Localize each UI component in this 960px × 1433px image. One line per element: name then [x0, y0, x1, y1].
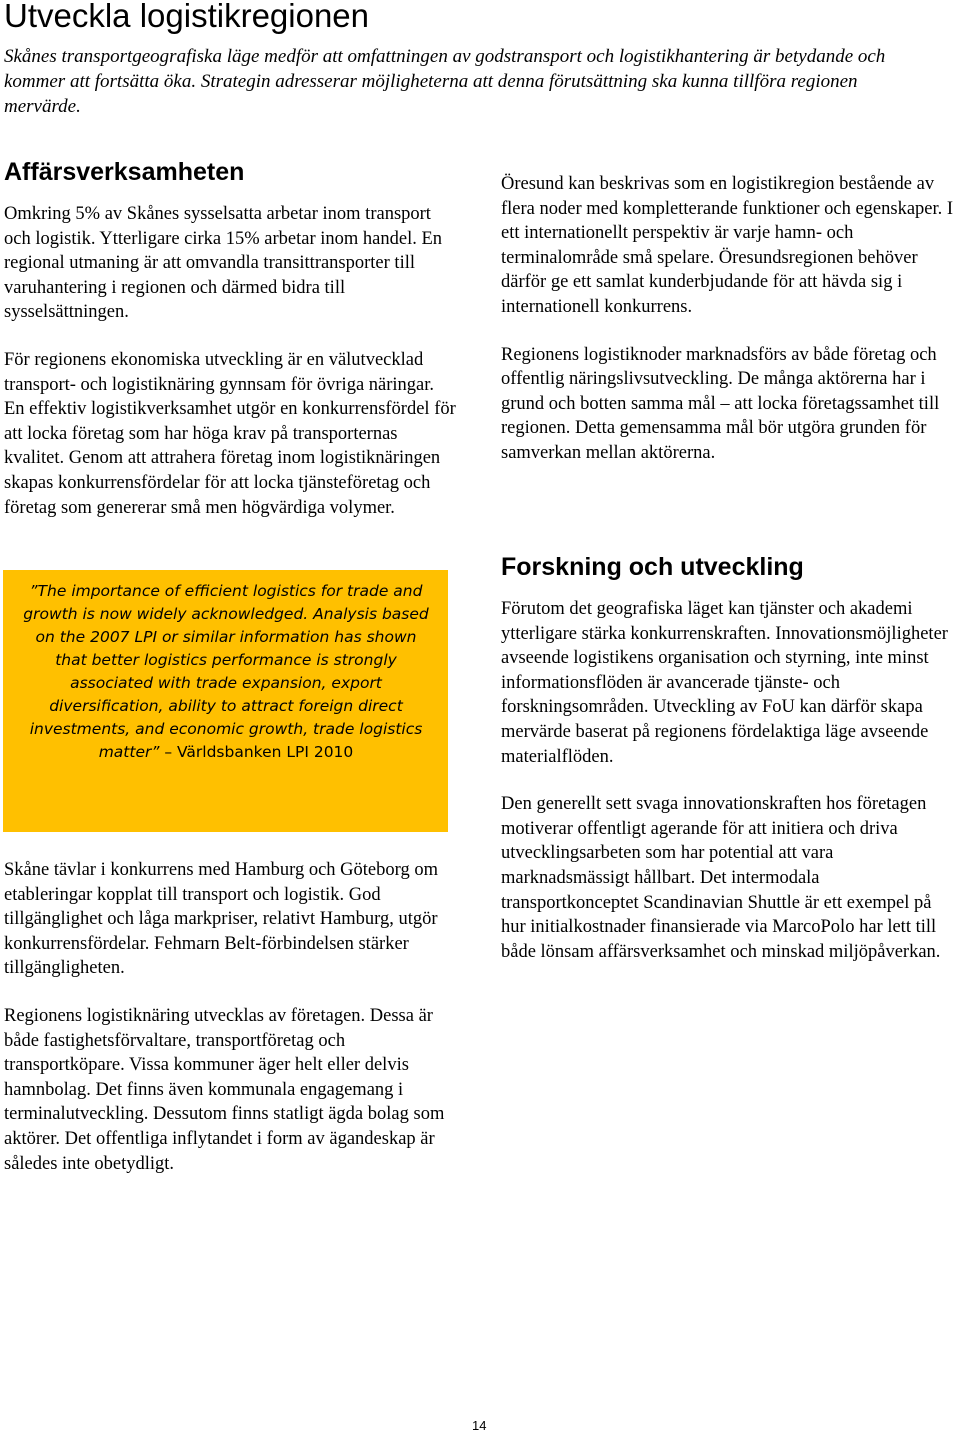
intro-paragraph: Skånes transportgeografiska läge medför att omfattningen av godstransport och logistikhantering är betydande och kommer att fortsätta öka. Strategin adresserar möjligheterna att denna förutsättning ska kunna tillföra regionen mervärde. [4, 46, 886, 117]
left-paragraph-1: Omkring 5% av Skånes sysselsatta arbetar inom transport och logistik. Ytterligare cirka 15% arbetar inom handel. En regional utmaning är att omvandla transittransporter till varuhantering i regionen och därmed bidra till sysselsättningen. [4, 204, 443, 323]
left-paragraph-4: Regionens logistiknäring utvecklas av företagen. Dessa är både fastighetsförvaltare, transportföretag och transportköpare. Vissa kommuner äger helt eller delvis hamnbolag. Det finns även kommunala engagemang i terminalutveckling. Dessutom finns statligt ägda bolag som aktörer. Det offentliga inflytandet i form av ägandeskap är således inte obetydligt. [4, 1005, 445, 1174]
left-column-bottom [4, 858, 459, 1176]
heading-forskning: Forskning och utveckling [501, 553, 804, 581]
right-paragraph-2: Regionens logistiknoder marknadsförs av både företag och offentlig näringslivsutveckling. De många aktörerna har i grund och botten samma mål – att locka företagssamhet till regionen. Detta gemensamma mål bör utgöra grunden för samverkan mellan aktörerna. [501, 344, 940, 463]
left-column-top [4, 202, 456, 520]
left-paragraph-2: För regionens ekonomiska utveckling är en välutvecklad transport- och logistiknäring gynnsam för övriga näringar. En effektiv logistikverksamhet utgör en konkurrensfördel för att locka företag som har höga krav på transporternas kvalitet. Genom att attrahera företag inom logistiknäringen skapas konkurrensfördelar för att locka tjänsteföretag och företag som genererar små men högvärdiga volymer. [4, 349, 456, 518]
right-paragraph-1: Öresund kan beskrivas som en logistikregion bestående av flera noder med kompletterande funktioner och egenskaper. I ett internationellt perspektiv är varje hamn- och terminalområde små spelare. Öresundsregionen behöver därför ge ett samlat kunderbjudande för att hävda sig i internationell konkurrens. [501, 174, 954, 317]
left-paragraph-3: Skåne tävlar i konkurrens med Hamburg och Göteborg om etableringar kopplat till transport och logistik. God tillgänglighet och låga markpriser, relativt Hamburg, utgör konkurrensfördelar. Fehmarn Belt-förbindelsen stärker tillgängligheten. [4, 860, 438, 979]
page-number: 14 [472, 1418, 487, 1433]
quote-text [21, 580, 431, 764]
quote-box [3, 570, 448, 832]
page-title: Utveckla logistikregionen [4, 0, 370, 34]
heading-affarsverksamheten: Affärsverksamheten [4, 158, 245, 186]
right-paragraph-3: Förutom det geografiska läget kan tjänster och akademi ytterligare stärka konkurrenskraften. Innovationsmöjligheter avseende logistikens organisation och styrning, inte minst informationsflöden är avancerade tjänste- och forskningsområden. Utveckling av FoU kan därför skapa mervärde baserat på regionens fördelaktiga läge avseende materialflöden. [501, 599, 948, 767]
right-paragraph-4: Den generellt sett svaga innovationskraften hos företagen motiverar offentligt agerande för att initiera och driva utvecklingsarbeten som har potential att vara marknadsmässigt hållbart. Det intermodala transportkonceptet Scandinavian Shuttle är ett exempel på hur initialkostnader finansierade via MarcoPolo har lett till både lönsam affärsverksamhet och minskad miljöpåverkan. [501, 794, 941, 962]
right-column-top [501, 172, 956, 466]
quote-source: – Världsbanken LPI 2010 [159, 743, 354, 761]
quote-body: ”The importance of efficient logistics for trade and growth is now widely acknowledged. Analysis based on the 2007 LPI or similar information has shown that better logistics performance is strongly associated with trade expansion, export diversification, ability to attract foreign direct investments, and economic growth, trade logistics matter” [23, 582, 429, 761]
right-column-bottom [501, 597, 956, 964]
